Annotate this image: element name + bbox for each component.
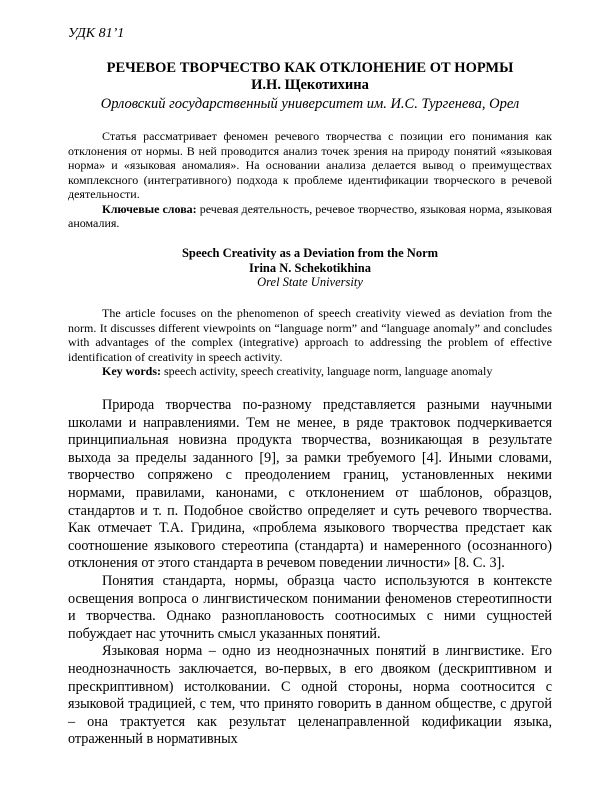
keywords-en bbox=[68, 364, 552, 379]
affiliation-ru: Орловский государственный университет им. И.С. Тургенева, Орел bbox=[100, 96, 520, 112]
english-header bbox=[68, 246, 552, 290]
keywords-en-label: Key words: bbox=[102, 364, 161, 378]
keywords-ru-text: речевая деятельность, речевое творчество, языковая норма, языковая аномалия. bbox=[68, 201, 553, 230]
udc-code: УДК 81’1 bbox=[68, 26, 125, 41]
author-ru: И.Н. Щекотихина bbox=[251, 77, 369, 93]
abstract-en bbox=[68, 306, 552, 379]
keywords-en-text: speech activity, speech creativity, language norm, language anomaly bbox=[164, 364, 493, 378]
article-title-ru: РЕЧЕВОЕ ТВОРЧЕСТВО КАК ОТКЛОНЕНИЕ ОТ НОРМЫ bbox=[106, 60, 514, 76]
russian-header bbox=[68, 60, 552, 113]
body-paragraph-3: Языковая норма – одно из неоднозначных понятий в лингвистике. Его неоднозначность заключается, во-первых, в его двояком (дескриптивном и прескриптивном) истолковании. С одной стороны, норма соотносится с языковой традицией, с тем, что принято говорить в данном обществе, с другой – она трактуется как результат целенаправленной кодификации языка, отраженный в нормативных bbox=[68, 643, 552, 748]
keywords-ru-label: Ключевые слова: bbox=[102, 201, 197, 216]
article-body bbox=[68, 397, 552, 749]
body-paragraph-2: Понятия стандарта, нормы, образца часто используются в контексте освещения вопроса о лингвистическом понимании феноменов стереотипности и творчества. Однако разноплановость соотносимых с ними сущностей побуждает нас уточнить смысл указанных понятий. bbox=[68, 572, 552, 642]
keywords-ru bbox=[68, 202, 552, 231]
article-title-en: Speech Creativity as a Deviation from the Norm bbox=[181, 246, 439, 260]
author-en: Irina N. Schekotikhina bbox=[249, 260, 371, 275]
abstract-ru-text: Статья рассматривает феномен речевого творчества с позиции его понимания как отклонения от нормы. В ней проводится анализ точек зрения на природу понятий «языковая норма» и «языковая аномалия». На основании анализа делается вывод о преимуществах комплексного (интегративного) подхода к проблеме идентификации творческого в речевой деятельности. bbox=[68, 129, 552, 201]
body-paragraph-1: Природа творчества по-разному представляется разными научными школами и направлениями. Тем не менее, в ряде трактовок подчеркивается принципиальная новизна продукта творчества, возникающая в результате выхода за пределы заданного [9], за рамки требуемого [4]. Иными словами, творчество сопряжено с преодолением границ, установленных некими нормами, правилами, канонами, с отклонением от шаблонов, образцов, стандартов и т. п. Подобное свойство определяет и суть речевого творчества. Как отмечает Т.А. Гридина, «проблема языкового творчества предстает как соотношение языкового стереотипа (стандарта) и намеренного (осознанного) отклонения от этого стандарта в речевом поведении личности» [8. С. 3]. bbox=[68, 397, 552, 572]
affiliation-en: Orel State University bbox=[257, 275, 363, 289]
abstract-ru bbox=[68, 129, 552, 231]
abstract-en-text: The article focuses on the phenomenon of speech creativity viewed as deviation from the norm. It discusses different viewpoints on “language norm” and “language anomaly” and concludes with advantages of the complex (integrative) approach to addressing the problem of effective identification of creativity in speech activity. bbox=[68, 306, 552, 364]
